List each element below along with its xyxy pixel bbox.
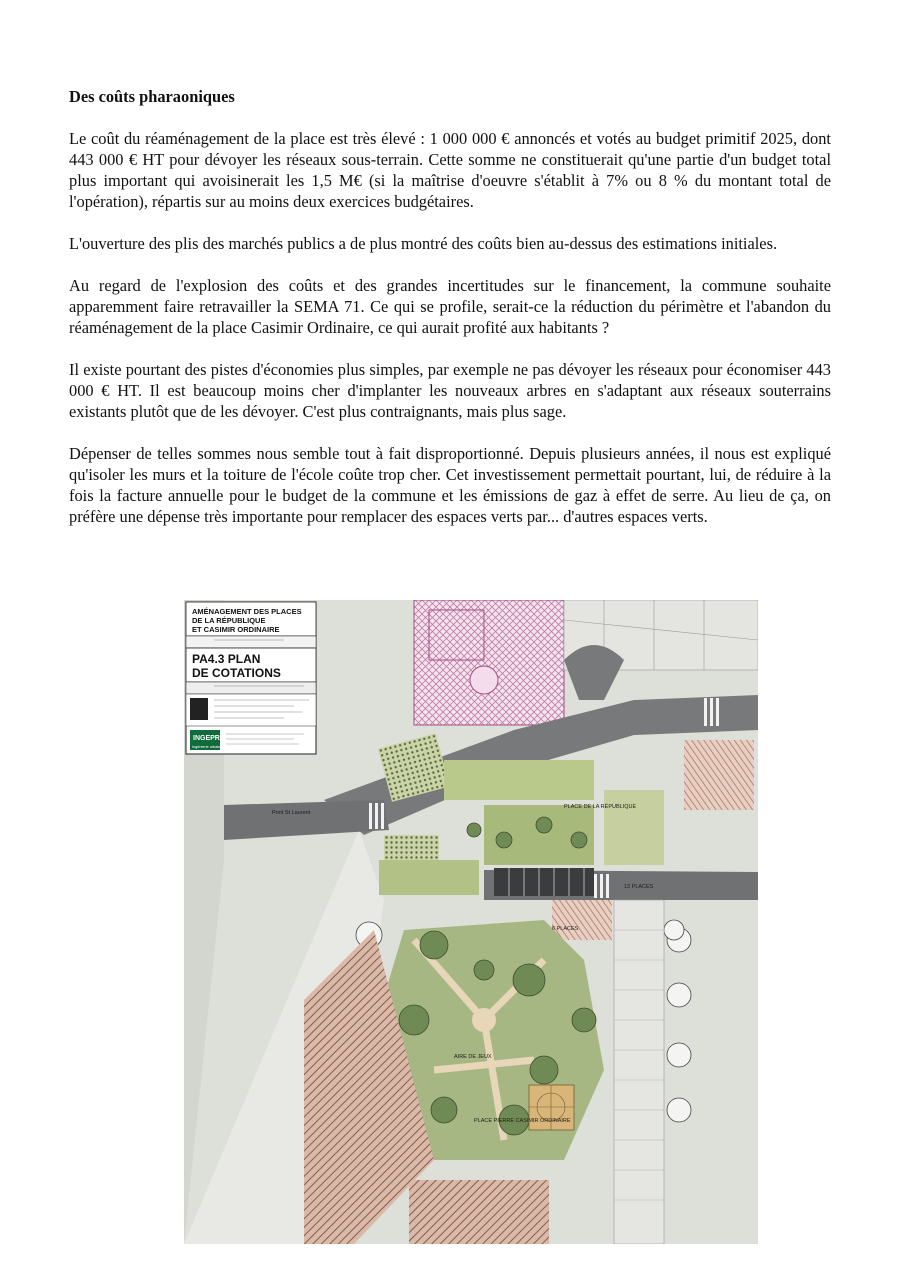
label-13-places: 13 PLACES: [624, 884, 654, 890]
tb-sheet-1: PA4.3 PLAN: [192, 652, 261, 666]
paragraph-savings: Il existe pourtant des pistes d'économies plus simples, par exemple ne pas dévoyer les réseaux pour économiser 443 000 € HT. Il est beaucoup moins cher d'implanter les nouveaux arbres en s'adaptant aux réseaux souterrains existants plutôt que de les dévoyer. C'est plus contraignants, mais plus sage.: [69, 360, 831, 421]
paragraph-tenders: L'ouverture des plis des marchés publics a de plus montré des coûts bien au-dessus des estimations initiales.: [69, 234, 778, 253]
section-title: Des coûts pharaoniques: [69, 87, 235, 106]
label-place-casimir: PLACE PIERRE CASIMIR ORDINAIRE: [474, 1118, 571, 1124]
building-east: [614, 900, 664, 1244]
label-6-places: 6 PLACES: [552, 926, 579, 932]
label-aire-jeux: AIRE DE JEUX: [454, 1054, 492, 1060]
label-pont: Pont St Laurent: [272, 810, 311, 816]
label-place-republique: PLACE DE LA RÉPUBLIQUE: [564, 804, 637, 810]
tb-project-1: AMÉNAGEMENT DES PLACES: [192, 607, 302, 616]
tb-sheet-2: DE COTATIONS: [192, 666, 281, 680]
document-text: [69, 86, 831, 548]
ingepro-tagline: Ingénierie urbaine: [192, 745, 223, 749]
paragraph-costs: Le coût du réaménagement de la place est très élevé : 1 000 000 € annoncés et votés au budget primitif 2025, dont 443 000 € HT pour dévoyer les réseaux sous-terrain. Cette somme ne constituerait qu'une partie d'un budget total plus important qui avoisinerait les 1,5 M€ (si la maîtrise d'oeuvre s'établit à 7% ou 8 % du montant total de l'opération), répartis sur au moins deux exercices budgétaires.: [69, 129, 831, 211]
tb-project-3: ET CASIMIR ORDINAIRE: [192, 625, 280, 634]
ingepro-logo: INGEPRO: [193, 735, 226, 742]
tb-project-2: DE LA RÉPUBLIQUE: [192, 616, 266, 625]
paragraph-sema: Au regard de l'explosion des coûts et des grandes incertitudes sur le financement, la commune souhaite apparemment faire retravailler la SEMA 71. Ce qui se profile, serait-ce la réduction du périmètre et l'abandon du réaménagement de la place Casimir Ordinaire, ce qui aurait profité aux habitants ?: [69, 276, 831, 337]
roof-south: [409, 1180, 549, 1244]
title-block: [186, 602, 316, 754]
paragraph-disproportion: Dépenser de telles sommes nous semble tout à fait disproportionné. Depuis plusieurs années, il nous est expliqué qu'isoler les murs et la toiture de l'école coûte trop cher. Cet investissement permettait pourtant, lui, de réduire à la fois la facture annuelle pour le budget de la commune et les émissions de gaz à effet de serre. Au lieu de ça, on préfère une dépense très importante pour remplacer des espaces verts par... d'autres espaces verts.: [69, 444, 831, 526]
site-plan-photo: [184, 600, 758, 1244]
